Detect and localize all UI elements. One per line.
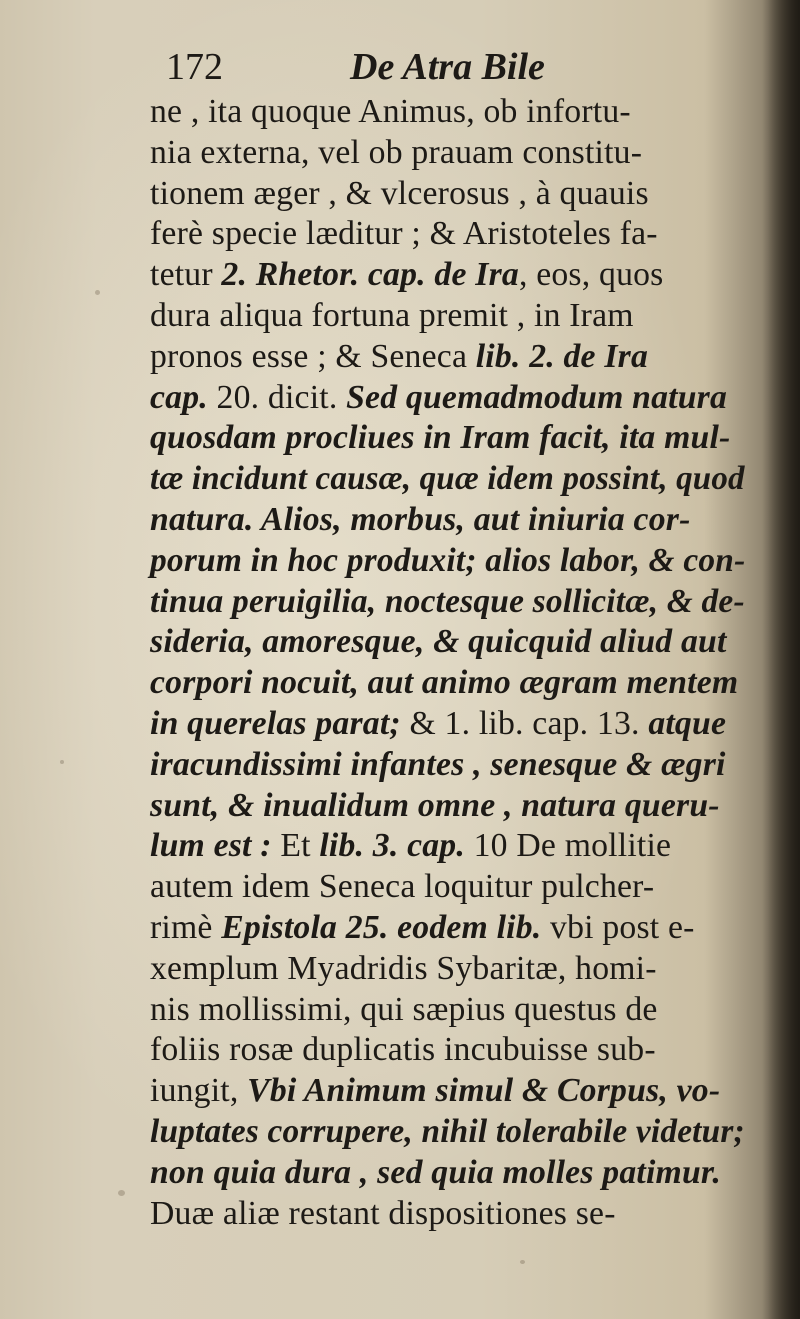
text-line (150, 133, 745, 174)
paper-speck (60, 760, 64, 764)
text-line (150, 786, 745, 827)
text-line (150, 214, 745, 255)
italic-run: luptates corrupere, nihil tolerabile videtur; (150, 1112, 745, 1150)
roman-run: nis mollissimi, qui sæpius questus de (150, 990, 658, 1028)
italic-run: lib. 2. de Ira (475, 337, 649, 375)
text-line (150, 500, 745, 541)
roman-run: tetur (150, 256, 222, 294)
text-line (150, 174, 745, 215)
roman-run: tionem æger , & vlcerosus , à quauis (150, 174, 649, 212)
italic-run: atque (648, 704, 727, 742)
italic-run: lib. 3. cap. (319, 827, 474, 865)
paper-speck (95, 290, 100, 295)
text-line (150, 459, 745, 500)
roman-run: nia externa, vel ob prauam constitu- (150, 133, 643, 171)
italic-run: sideria, amoresque, & quicquid aliud aut (150, 623, 727, 661)
roman-run: & 1. lib. cap. 13. (409, 704, 649, 742)
roman-run: , eos, quos (518, 256, 664, 294)
text-line (150, 663, 745, 704)
text-line (150, 418, 745, 459)
italic-run: Epistola 25. eodem lib. (221, 908, 542, 946)
text-line (150, 378, 745, 419)
italic-run: sunt, & inualidum omne , natura queru- (150, 786, 720, 824)
roman-run: foliis rosæ duplicatis incubuisse sub- (150, 1031, 656, 1069)
running-title: De Atra Bile (350, 46, 545, 88)
roman-run: dura aliqua fortuna premit , in Iram (150, 296, 634, 334)
text-line (150, 296, 745, 337)
text-line (150, 867, 745, 908)
text-line (150, 337, 745, 378)
italic-run: iracundissimi infantes , senesque & ægri (150, 745, 726, 783)
italic-run: in querelas parat; (150, 704, 410, 742)
page-text (150, 42, 750, 1234)
paper-speck (520, 1260, 525, 1264)
roman-run: rimè (150, 908, 222, 946)
italic-run: Sed quemadmodum natura (346, 378, 728, 416)
body-text (150, 92, 750, 1234)
text-line (150, 1071, 745, 1112)
italic-run: quosdam procliues in Iram facit, ita mul- (150, 419, 731, 457)
text-line (150, 826, 745, 867)
text-line (150, 1194, 745, 1235)
text-line (150, 949, 745, 990)
text-line (150, 745, 745, 786)
italic-run: Vbi Animum simul & Corpus, vo- (247, 1072, 721, 1110)
text-line (150, 1112, 745, 1153)
italic-run: natura. Alios, morbus, aut iniuria cor- (150, 500, 691, 538)
italic-run: 2. Rhetor. cap. de Ira (221, 256, 519, 294)
text-line (150, 908, 745, 949)
italic-run: non quia dura , sed quia molles patimur. (150, 1153, 721, 1191)
paper-speck (118, 1190, 125, 1196)
text-line (150, 622, 745, 663)
roman-run: vbi post e- (541, 908, 695, 946)
roman-run: Duæ aliæ restant dispositiones se- (150, 1194, 616, 1232)
text-line (150, 582, 745, 623)
italic-run: corpori nocuit, aut animo ægram mentem (150, 664, 739, 702)
roman-run: iungit, (150, 1072, 248, 1110)
text-line (150, 1030, 745, 1071)
page-number: 172 (166, 46, 223, 88)
page-header (150, 42, 750, 92)
roman-run: ne , ita quoque Animus, ob infortu- (150, 93, 631, 130)
roman-run: 10 De mollitie (473, 827, 672, 865)
italic-run: tæ incidunt causæ, quæ idem possint, quod (150, 460, 745, 498)
roman-run: Et (280, 827, 320, 865)
roman-run: pronos esse ; & Seneca (150, 337, 476, 375)
text-line (150, 92, 745, 133)
italic-run: tinua peruigilia, noctesque sollicitæ, & de- (150, 582, 745, 620)
text-line (150, 990, 745, 1031)
text-line (150, 1153, 745, 1194)
book-gutter-shadow (762, 0, 800, 1319)
roman-run: ferè specie læditur ; & Aristoteles fa- (150, 215, 658, 253)
italic-run: cap. (150, 378, 217, 416)
text-line (150, 541, 746, 582)
italic-run: porum in hoc produxit; alios labor, & con- (150, 541, 746, 579)
roman-run: autem idem Seneca loquitur pulcher- (150, 868, 655, 906)
text-line (150, 704, 745, 745)
italic-run: lum est : (150, 827, 281, 865)
roman-run: xemplum Myadridis Sybaritæ, homi- (150, 949, 657, 987)
text-line (150, 255, 745, 296)
roman-run: 20. dicit. (216, 378, 347, 416)
